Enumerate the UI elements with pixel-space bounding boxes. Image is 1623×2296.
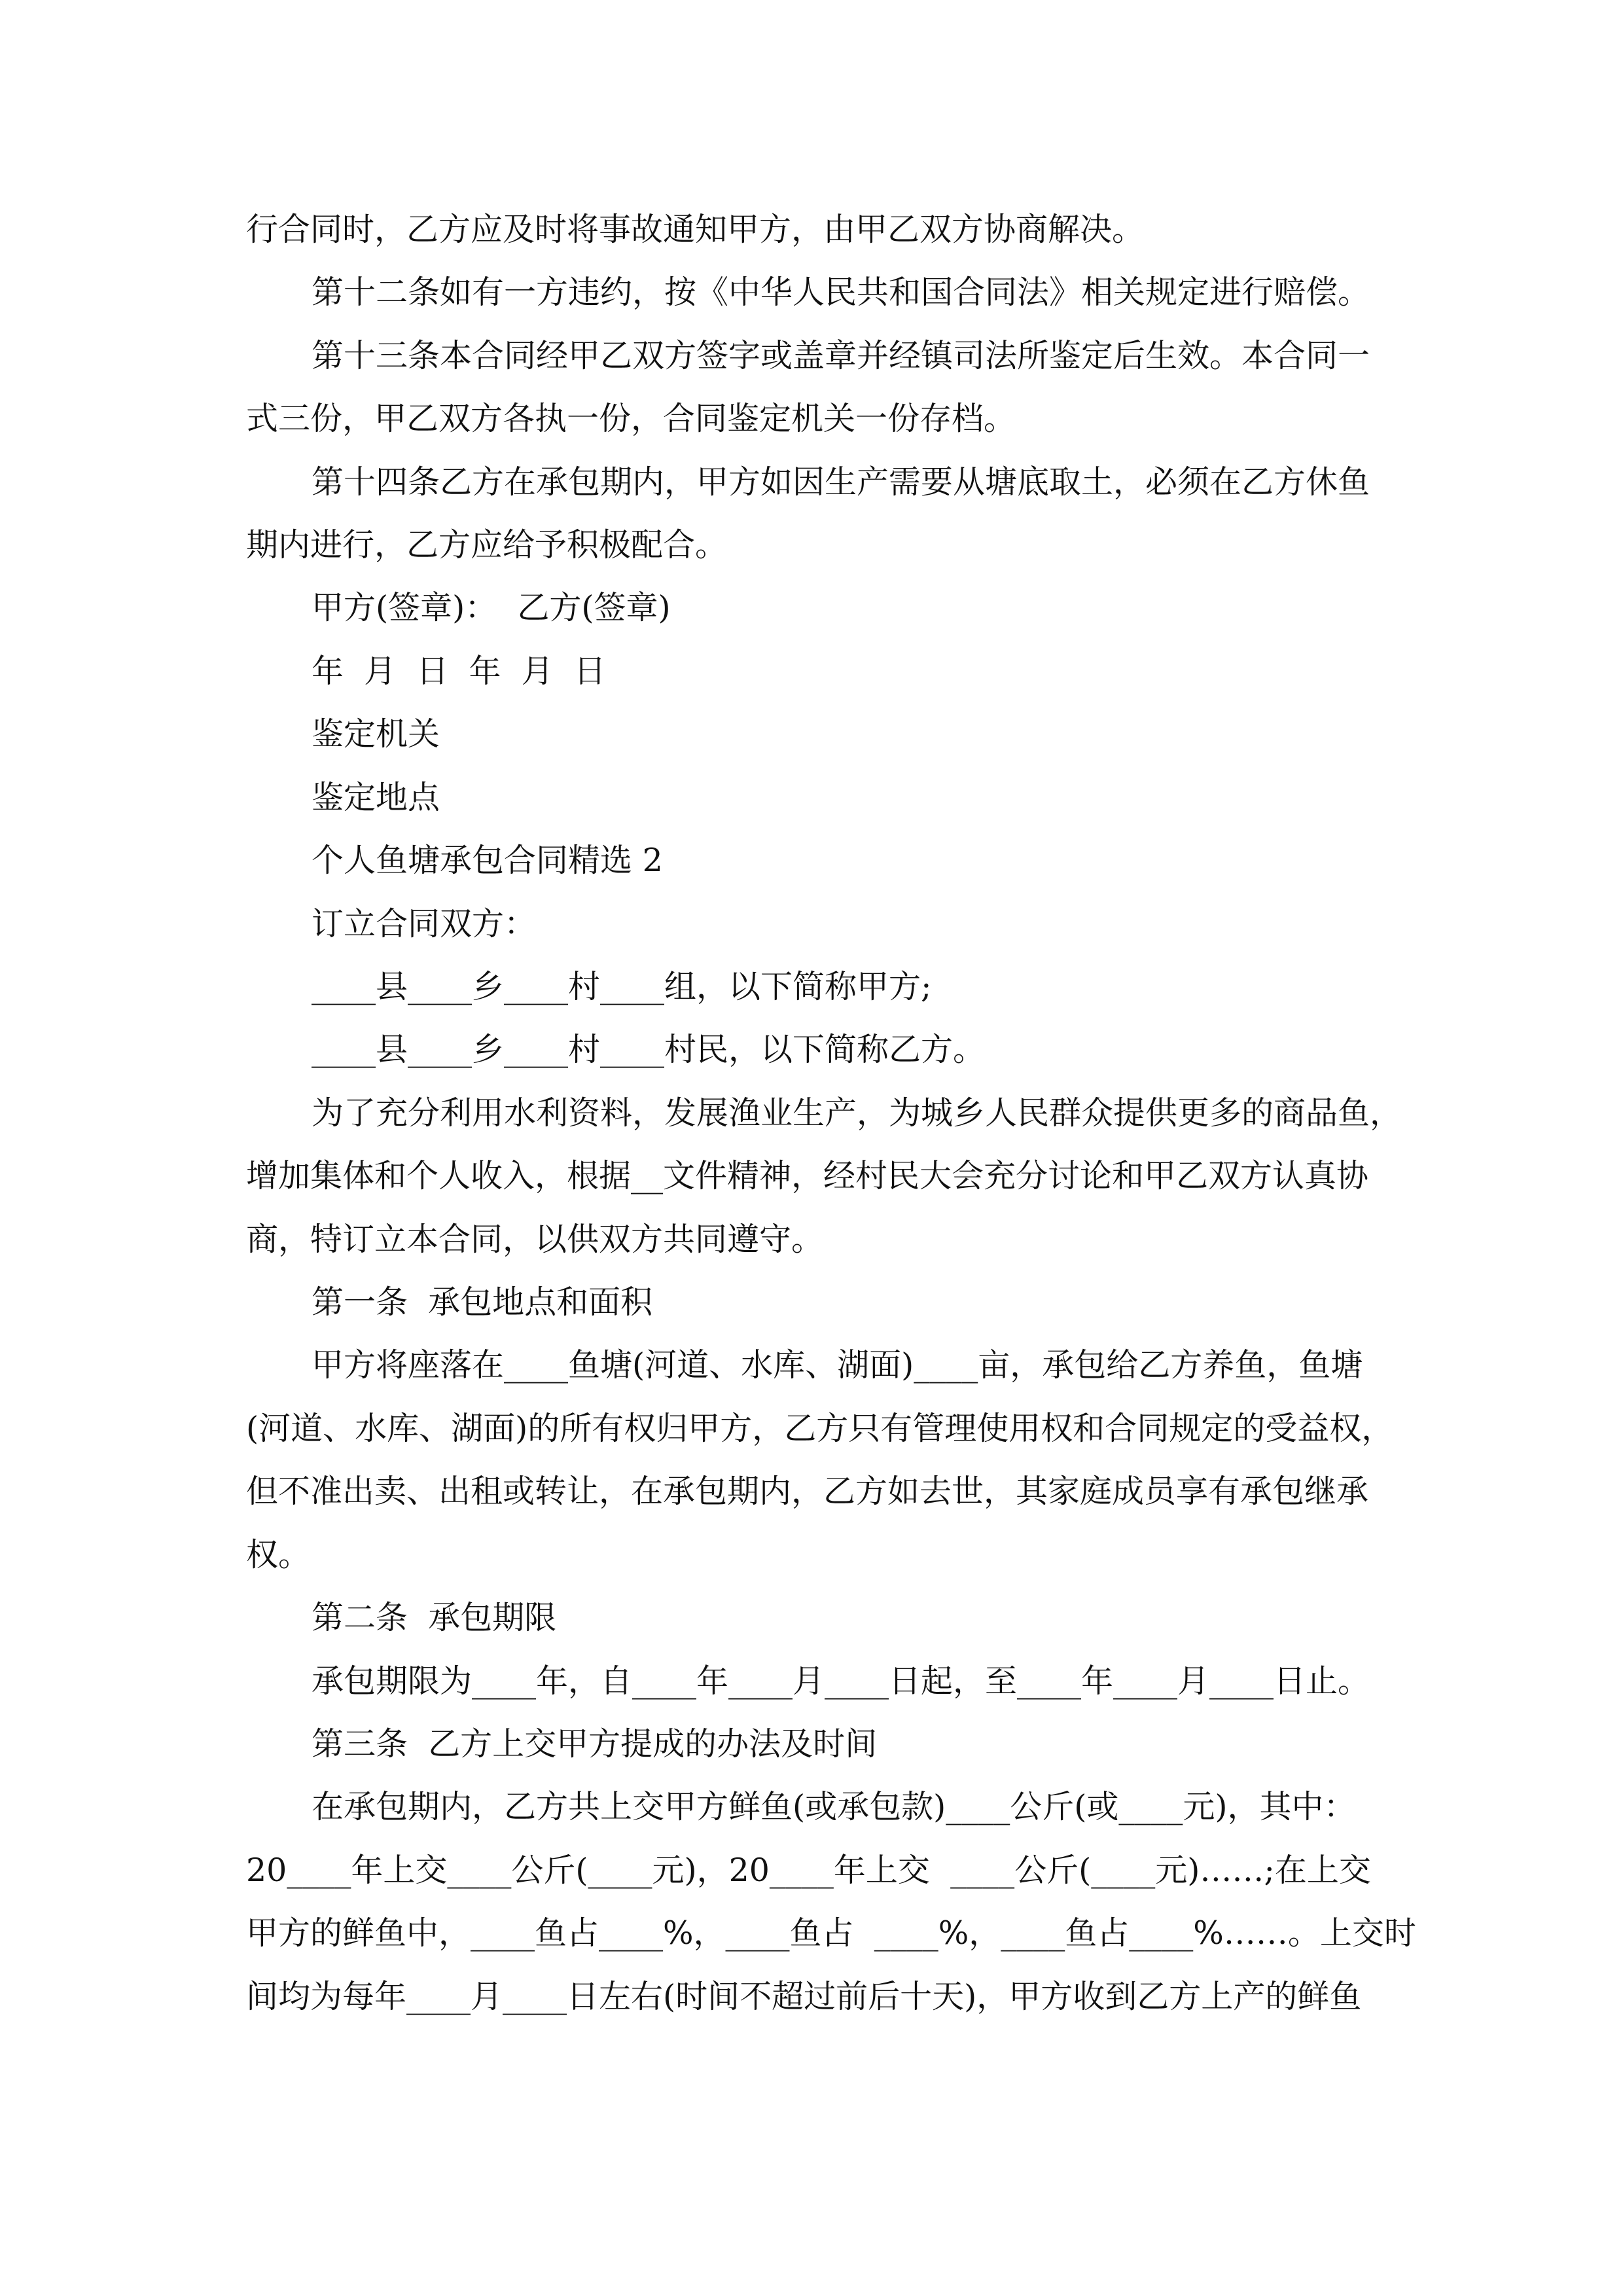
text-line: 商，特订立本合同，以供双方共同遵守。 <box>246 1221 824 1258</box>
article-1-text: 甲方将座落在____鱼塘(河道、水库、湖面)____亩，承包给乙方养鱼，鱼塘 <box>312 1346 1363 1384</box>
article-2-heading: 第二条 承包期限 <box>312 1599 557 1636</box>
article-12: 第十二条如有一方违约，按《中华人民共和国合同法》相关规定进行赔偿。 <box>312 274 1370 311</box>
text-line: 行合同时，乙方应及时将事故通知甲方，由甲乙双方协商解决。 <box>246 211 1145 248</box>
verification-authority: 鉴定机关 <box>312 715 440 753</box>
text-line: 期内进行，乙方应给予积极配合。 <box>246 526 728 564</box>
text-line: 20____年上交____公斤(____元)，20____年上交 ____公斤(____元)……;在上交 <box>246 1852 1371 1889</box>
text-line: 增加集体和个人收入，根据__文件精神，经村民大会充分讨论和甲乙双方认真协 <box>246 1157 1369 1194</box>
text-line: (河道、水库、湖面)的所有权归甲方，乙方只有管理使用权和合同规定的受益权， <box>246 1410 1394 1447</box>
preamble-line: 为了充分利用水利资料，发展渔业生产，为城乡人民群众提供更多的商品鱼， <box>312 1094 1402 1132</box>
text-line: 间均为每年____月____日左右(时间不超过前后十天)，甲方收到乙方上产的鲜鱼 <box>246 1978 1362 2015</box>
text-line: 甲方的鲜鱼中，____鱼占____%，____鱼占 ____%，____鱼占____%……。上交时 <box>246 1914 1416 1952</box>
article-3-heading: 第三条 乙方上交甲方提成的办法及时间 <box>312 1725 878 1763</box>
text-line: 但不准出卖、出租或转让，在承包期内，乙方如去世，其家庭成员享有承包继承 <box>246 1473 1369 1510</box>
section-title: 个人鱼塘承包合同精选 2 <box>312 842 663 879</box>
article-1-heading: 第一条 承包地点和面积 <box>312 1283 653 1321</box>
verification-location: 鉴定地点 <box>312 779 440 816</box>
article-14: 第十四条乙方在承包期内，甲方如因生产需要从塘底取土，必须在乙方休鱼 <box>312 463 1370 501</box>
text-line: 式三份，甲乙双方各执一份，合同鉴定机关一份存档。 <box>246 400 1016 437</box>
text-line: 权。 <box>246 1536 311 1573</box>
article-2-text: 承包期限为____年，自____年____月____日起，至____年____月____日止。 <box>312 1662 1370 1700</box>
parties-heading: 订立合同双方： <box>312 905 537 942</box>
signature-line: 甲方(签章)： 乙方(签章) <box>312 589 671 626</box>
article-3-text: 在承包期内，乙方共上交甲方鲜鱼(或承包款)____公斤(或____元)，其中： <box>312 1788 1356 1825</box>
party-a-line: ____县____乡____村____组，以下简称甲方; <box>312 968 932 1005</box>
date-line: 年 月 日 年 月 日 <box>312 653 606 690</box>
party-b-line: ____县____乡____村____村民，以下简称乙方。 <box>312 1031 986 1068</box>
article-13: 第十三条本合同经甲乙双方签字或盖章并经镇司法所鉴定后生效。本合同一 <box>312 337 1370 374</box>
